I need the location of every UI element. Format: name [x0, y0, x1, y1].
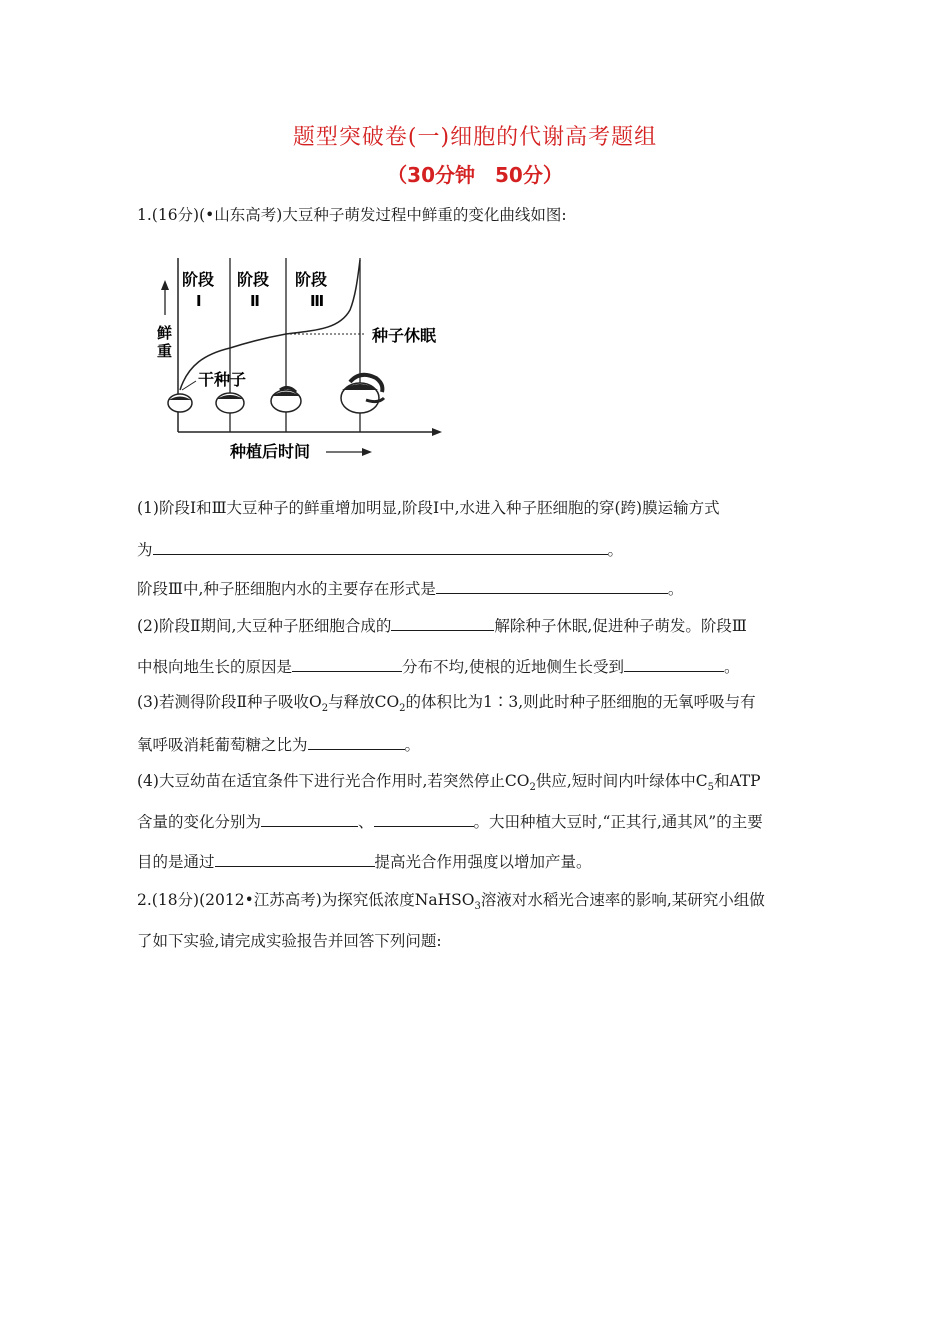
seed-stage1-icon — [216, 393, 244, 413]
stage-num-2: Ⅱ — [250, 292, 260, 310]
q1-part1-line3: 阶段Ⅲ中,种子胚细胞内水的主要存在形式是 。 — [137, 580, 684, 598]
stage-label-1: 阶段 — [182, 270, 215, 289]
answer-blank-2[interactable] — [436, 579, 668, 594]
seed-weight-figure — [157, 250, 450, 465]
x-label-arrowhead — [362, 448, 372, 456]
q1-part2-line2: 中根向地生长的原因是 分布不均,使根的近地侧生长受到 。 — [137, 658, 740, 676]
dry-seed-label: 干种子 — [198, 370, 247, 389]
q1-part3-line2: 氧呼吸消耗葡萄糖之比为 。 — [137, 736, 421, 754]
seed-stage2-icon — [271, 387, 301, 412]
answer-blank-3[interactable] — [391, 616, 494, 631]
y-axis-label-2: 重 — [157, 342, 173, 360]
answer-blank-8[interactable] — [374, 812, 474, 827]
q1-part2-line1: (2)阶段Ⅱ期间,大豆种子胚细胞合成的 解除种子休眠,促进种子萌发。阶段Ⅲ — [137, 617, 747, 635]
q1-part3-line1: (3)若测得阶段Ⅱ种子吸收$O_2$与释放$CO_2$的体积比为1∶3,则此时种子胚细胞的无氧呼吸与有 — [137, 693, 756, 715]
q1-part4-line2: 含量的变化分别为 、 。大田种植大豆时,“正其行,通其风”的主要 — [137, 813, 763, 831]
answer-blank-7[interactable] — [261, 812, 358, 827]
x-axis-arrow — [432, 428, 442, 436]
q1-part1-line2: 为 。 — [137, 541, 624, 559]
answer-blank-1[interactable] — [153, 540, 608, 555]
seed-dry-icon — [168, 394, 192, 412]
dormancy-label: 种子休眠 — [372, 326, 437, 345]
q1-part4-line3: 目的是通过 提高光合作用强度以增加产量。 — [137, 853, 592, 871]
q2-line1: 2.(18分)(2012•江苏高考)为探究低浓度NaHSO$_3$溶液对水稻光合速率的影响,某研究小组做 — [137, 891, 765, 913]
stage-num-3: Ⅲ — [310, 292, 325, 310]
q1-stem: 1.(16分)(•山东高考)大豆种子萌发过程中鲜重的变化曲线如图: — [137, 206, 567, 224]
answer-blank-9[interactable] — [215, 852, 375, 867]
page-subtitle: （30分钟 50分） — [387, 163, 563, 187]
answer-blank-6[interactable] — [308, 735, 405, 750]
y-axis-label-1: 鲜 — [157, 324, 173, 342]
y-label-arrowhead — [161, 280, 169, 290]
x-axis-label: 种植后时间 — [230, 442, 311, 461]
seed-stage3-icon — [341, 375, 384, 413]
stage-label-2: 阶段 — [237, 270, 270, 289]
stage-label-3: 阶段 — [295, 270, 328, 289]
dry-seed-pointer — [182, 381, 196, 390]
answer-blank-4[interactable] — [292, 657, 402, 672]
q1-part4-line1: (4)大豆幼苗在适宜条件下进行光合作用时,若突然停止$CO_2$供应,短时间内叶绿体中$C_5$和ATP — [137, 772, 761, 794]
q2-line2: 了如下实验,请完成实验报告并回答下列问题: — [137, 932, 442, 950]
answer-blank-5[interactable] — [624, 657, 724, 672]
q1-part1-line1: (1)阶段Ⅰ和Ⅲ大豆种子的鲜重增加明显,阶段Ⅰ中,水进入种子胚细胞的穿(跨)膜运输方式 — [137, 499, 720, 517]
page-title: 题型突破卷(一)细胞的代谢高考题组 — [292, 125, 658, 150]
stage-num-1: Ⅰ — [196, 292, 202, 310]
